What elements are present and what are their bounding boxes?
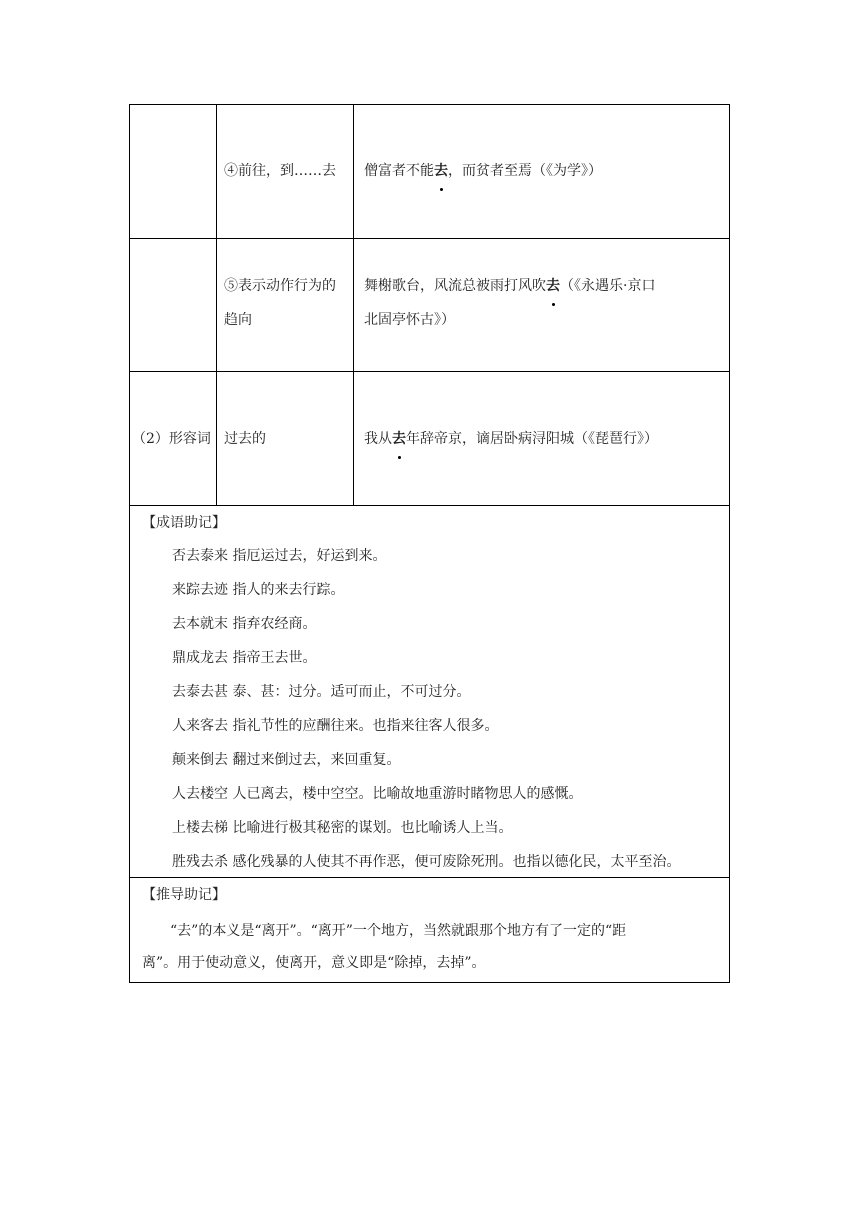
emphasis-char: 去 [392, 422, 406, 456]
derivation-text: 离”。用于使动意义，使离开，意义即是“除掉，去掉”。 [142, 955, 486, 971]
pos-cell [130, 372, 217, 505]
list-item: 否去泰来 指厄运过去，好运到来。 [172, 548, 387, 564]
meaning-text: ⑤表示动作行为的 [224, 278, 336, 294]
emphasis-char: 去 [434, 154, 448, 188]
meaning-cell [217, 105, 354, 238]
example-text: 我从去年辞帝京，谪居卧病浔阳城（《琵琶行》） [364, 422, 658, 456]
pos-cell [130, 239, 217, 371]
example-cell [354, 105, 729, 238]
list-item: 去泰去甚 泰、甚：过分。适可而止，不可过分。 [172, 684, 471, 700]
list-item: 人来客去 指礼节性的应酬往来。也指来往客人很多。 [172, 718, 499, 734]
example-text: 北固亭怀古》） [364, 312, 455, 328]
idiom-section [130, 506, 729, 878]
meaning-cell [217, 239, 354, 371]
pos-cell [130, 105, 217, 238]
list-item: 来踪去迹 指人的来去行踪。 [172, 582, 345, 598]
example-cell [354, 239, 729, 371]
table-row [130, 105, 729, 239]
meaning-cell [217, 372, 354, 505]
section-title: 【推导助记】 [142, 887, 226, 903]
example-text: 舞榭歌台，风流总被雨打风吹去（《永遇乐·京口 [364, 269, 655, 303]
example-text: 僧富者不能去，而贫者至焉（《为学》） [364, 154, 602, 188]
list-item: 颠来倒去 翻过来倒过去，来回重复。 [172, 752, 401, 768]
emphasis-char: 去 [546, 269, 560, 303]
meaning-text: 过去的 [224, 431, 266, 447]
definition-table [129, 104, 730, 983]
table-row [130, 372, 729, 506]
table-row [130, 239, 729, 372]
derivation-section [130, 878, 729, 982]
derivation-text: “去”的本义是“离开”。“离开”一个地方，当然就跟那个地方有了一定的“距 [170, 923, 627, 939]
list-item: 上楼去梯 比喻进行极其秘密的谋划。也比喻诱人上当。 [172, 820, 513, 836]
meaning-text: ④前往，到……去 [224, 163, 336, 179]
example-cell [354, 372, 729, 505]
list-item: 胜残去杀 感化残暴的人使其不再作恶，便可废除死刑。也指以德化民，太平至治。 [172, 854, 681, 870]
list-item: 人去楼空 人已离去，楼中空空。比喻故地重游时睹物思人的感慨。 [172, 786, 583, 802]
pos-text: （2）形容词 [132, 431, 211, 447]
section-title: 【成语助记】 [142, 515, 226, 531]
meaning-text: 趋向 [224, 312, 252, 328]
list-item: 鼎成龙去 指帝王去世。 [172, 650, 317, 666]
list-item: 去本就末 指弃农经商。 [172, 616, 317, 632]
